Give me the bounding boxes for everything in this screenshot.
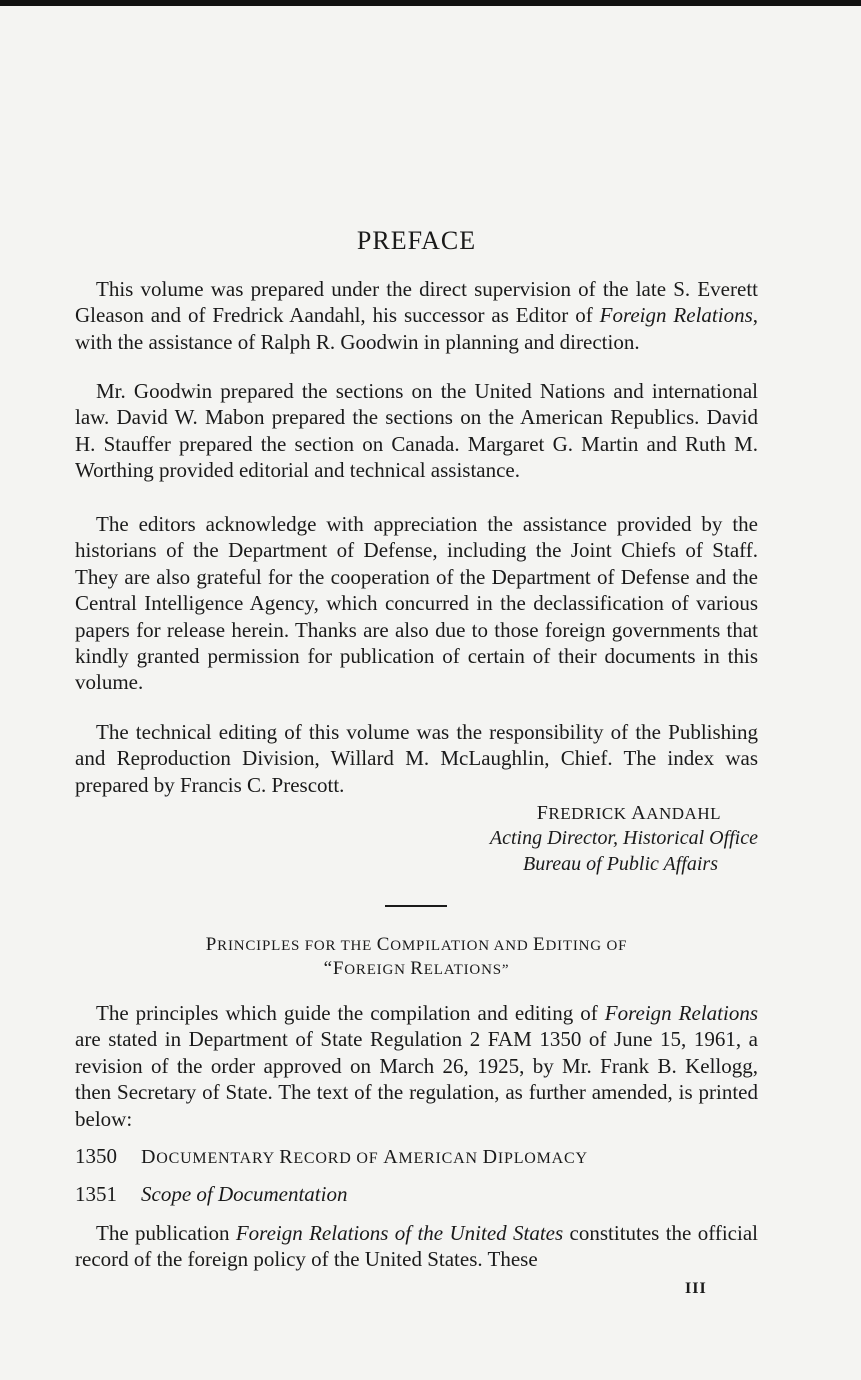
h2-open: “F	[323, 958, 345, 979]
sig-rest-2: ANDAHL	[646, 804, 721, 823]
p1-italic-title: Foreign Relations	[599, 303, 753, 328]
section-1350-number: 1350	[75, 1144, 117, 1168]
preface-paragraph-1	[75, 276, 758, 355]
h2-oreign: OREIGN	[344, 962, 411, 978]
signature-name	[537, 802, 721, 825]
s1350-d2: D	[482, 1146, 498, 1168]
intro-text-a: The principles which guide the compilation and editing of	[96, 1001, 605, 1025]
preface-paragraph-4: The technical editing of this volume was the responsibility of the Publishing and Reproduction Division, Willard M. McLaughlin, Chief. The index was prepared by Francis C. Prescott.	[75, 720, 758, 797]
h1-diting: DITING OF	[545, 938, 628, 954]
h1-ompilation: OMPILATION AND	[390, 938, 534, 954]
sig-rest-1: REDRICK	[548, 804, 632, 823]
principles-intro-paragraph	[75, 1000, 758, 1132]
s1350-ecord: ECORD OF	[293, 1150, 384, 1167]
principles-heading-line-1	[75, 934, 758, 957]
body-text-a: The publication	[96, 1221, 236, 1245]
p1-text-a: This volume was prepared under the direct supervision of the late S. Everett Gleason and of Fredrick Aandahl, his successor as Editor of	[75, 277, 758, 328]
preface-paragraph-3: The editors acknowledge with appreciation the assistance provided by the historians of the Department of Defense, including the Joint Chiefs of Staff. They are also grateful for the cooperation of the Department of Defense and the Central Intelligence Agency, which concurred in the declassification of various papers for release herein. Thanks are also due to those foreign governments that kindly granted permission for publication of certain of their documents in this volume.	[75, 512, 758, 695]
h1-c: C	[376, 934, 391, 955]
body-italic: Foreign Relations of the United States	[235, 1221, 564, 1245]
s1350-a: A	[383, 1146, 399, 1168]
s1350-ocumentary: OCUMENTARY	[156, 1150, 280, 1167]
s1350-d: D	[141, 1146, 157, 1168]
s1350-r: R	[279, 1146, 294, 1168]
sig-initial-f: F	[536, 802, 549, 824]
h2-elations: ELATIONS”	[423, 962, 510, 978]
page-number: III	[685, 1280, 707, 1297]
section-1350-title	[141, 1146, 588, 1168]
section-1351	[75, 1182, 347, 1207]
sig-role-b: , Historical Office	[613, 827, 758, 849]
intro-italic: Foreign Relations	[604, 1001, 759, 1025]
section-1351-title: Scope of Documentation	[141, 1182, 348, 1206]
section-divider	[385, 905, 447, 907]
p1-text-b: , with the assistance of Ralph R. Goodwin in planning and direction.	[75, 303, 758, 354]
section-1351-number: 1351	[75, 1182, 117, 1206]
s1350-merican: MERICAN	[398, 1150, 483, 1167]
section-1350	[75, 1144, 588, 1169]
h1-e: E	[533, 934, 546, 955]
h1-rinciples: RINCIPLES FOR THE	[217, 938, 377, 954]
body-text-b: constitutes the official record of the foreign policy of the United States. These	[75, 1221, 758, 1272]
page-title: PREFACE	[356, 226, 477, 255]
h2-r: R	[410, 958, 424, 979]
signature-role	[490, 827, 758, 850]
s1350-iplomacy: IPLOMACY	[497, 1150, 588, 1167]
sig-initial-a: A	[631, 802, 647, 824]
signature-office: Bureau of Public Affairs	[523, 853, 718, 875]
h1-p: P	[205, 934, 218, 955]
preface-paragraph-2: Mr. Goodwin prepared the sections on the United Nations and international law. David W. Mabon prepared the sections on the American Republics. David H. Stauffer prepared the section on Canada. Margaret G. Martin and Ruth M. Worthing provided editorial and technical assistance.	[75, 379, 758, 483]
top-border	[0, 0, 861, 6]
intro-text-b: are stated in Department of State Regulation 2 FAM 1350 of June 15, 1961, a revision of the order approved on March 26, 1925, by Mr. Frank B. Kellogg, then Secretary of State. The text of the regulation, as further amended, is printed below:	[75, 1027, 758, 1131]
sig-role-a: Acting Director	[489, 827, 614, 849]
principles-heading-line-2	[75, 958, 758, 981]
principles-body-paragraph	[75, 1220, 758, 1273]
